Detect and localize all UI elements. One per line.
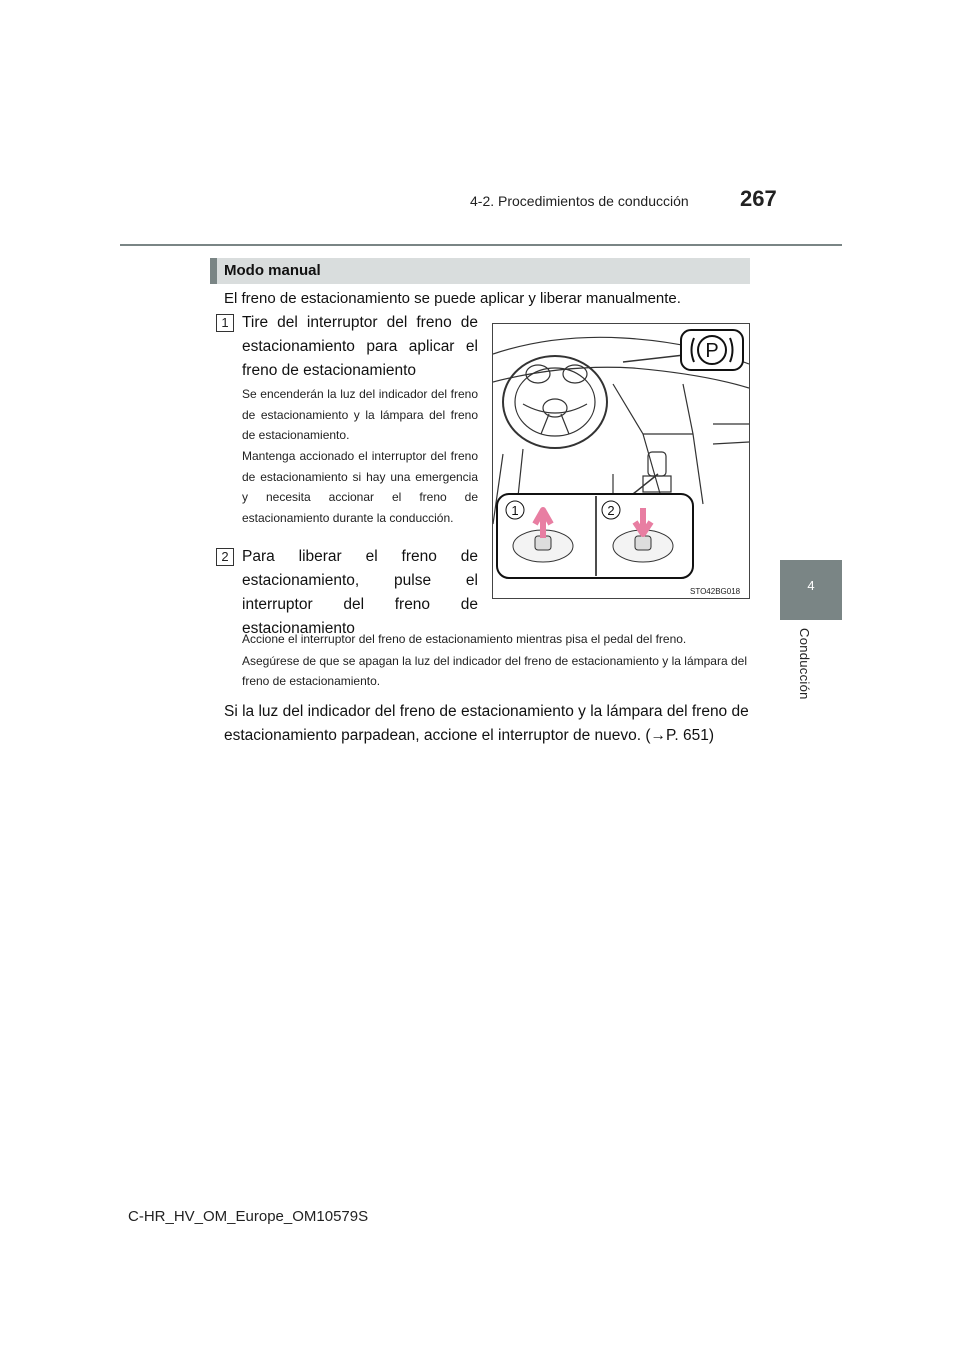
page-number: 267 [740, 186, 777, 211]
figure-code: STO42BG018 [690, 587, 741, 596]
figure-callout-1: 1 [511, 503, 519, 518]
header-divider [120, 244, 842, 246]
step-2-note-2: Asegúrese de que se apagan la luz del indicador del freno de estacionamiento y la lámpara del freno de estacionamiento. [242, 653, 747, 688]
chapter-tab-number: 4 [807, 578, 815, 593]
step-2-notes [242, 629, 752, 693]
step-1-note-2: Mantenga accionado el interruptor del freno de estacionamiento si hay una emergencia y necesita accionar el freno de estacionamiento durante la conducción. [242, 449, 478, 525]
step-2-number: 2 [216, 548, 234, 566]
step-2-title: Para liberar el freno de estacionamiento, pulse el interruptor del freno de estacionamiento [242, 548, 478, 637]
indicator-symbol: P [705, 340, 719, 362]
step-2-note-1: Accione el interruptor del freno de estacionamiento mientras pisa el pedal del freno. [242, 632, 687, 646]
step-1-number: 1 [216, 314, 234, 332]
chapter-tab-label: Conducción [797, 628, 812, 700]
intro-text: El freno de estacionamiento se puede aplicar y liberar manualmente. [224, 290, 681, 307]
section-heading-title: Modo manual [224, 262, 321, 279]
footer-document-id: C-HR_HV_OM_Europe_OM10579S [128, 1208, 369, 1225]
final-paragraph: Si la luz del indicador del freno de estacionamiento y la lámpara del freno de estacionamiento parpadean, accione el interruptor de nuevo. (→P. 651) [224, 703, 749, 744]
header-section-title: 4-2. Procedimientos de conducción [470, 193, 689, 209]
parking-brake-figure [492, 323, 750, 599]
figure-illustration [493, 324, 749, 598]
step-1-title: Tire del interruptor del freno de estacionamiento para aplicar el freno de estacionamiento [242, 314, 478, 379]
step-1-note-1: Se encenderán la luz del indicador del freno de estacionamiento y la lámpara del freno de estacionamiento. [242, 387, 478, 442]
figure-callout-2: 2 [607, 503, 615, 518]
